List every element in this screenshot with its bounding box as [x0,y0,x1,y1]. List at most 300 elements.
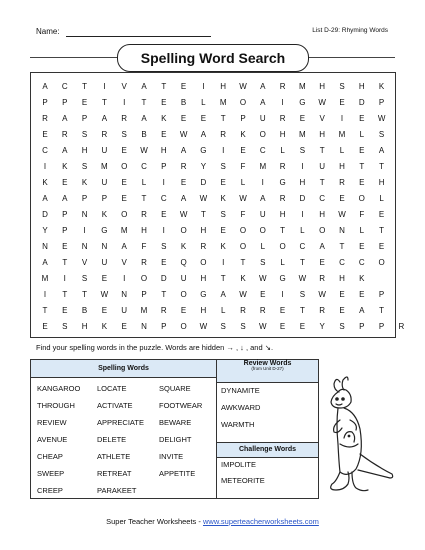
grid-letter[interactable]: A [101,114,108,123]
grid-letter[interactable]: T [62,290,68,299]
grid-letter[interactable]: I [340,114,344,123]
grid-letter[interactable]: S [299,290,306,299]
grid-letter[interactable]: E [279,322,286,331]
grid-letter[interactable]: P [161,162,167,171]
grid-letter[interactable]: W [179,210,188,219]
grid-letter[interactable]: L [300,226,305,235]
grid-letter[interactable]: I [222,146,225,155]
grid-letter[interactable]: L [280,146,285,155]
grid-letter[interactable]: O [259,130,266,139]
grid-letter[interactable]: R [121,114,128,123]
grid-letter[interactable]: W [239,82,247,91]
grid-letter[interactable]: E [101,274,108,283]
grid-letter[interactable]: S [121,130,127,139]
grid-letter[interactable]: T [359,162,365,171]
grid-letter[interactable]: T [82,290,88,299]
grid-letter[interactable]: P [62,210,68,219]
grid-letter[interactable]: F [240,210,246,219]
grid-letter[interactable]: K [101,322,108,331]
grid-letter[interactable]: K [81,178,88,187]
grid-letter[interactable]: Y [200,162,207,171]
grid-letter[interactable]: V [319,114,325,123]
grid-letter[interactable]: U [101,258,108,267]
grid-letter[interactable]: E [378,242,385,251]
grid-letter[interactable]: O [180,226,187,235]
grid-letter[interactable]: E [299,114,306,123]
grid-letter[interactable]: E [260,290,266,299]
grid-letter[interactable]: Y [319,322,325,331]
grid-letter[interactable]: E [319,258,325,267]
grid-letter[interactable]: A [200,130,207,139]
grid-letter[interactable]: N [81,210,88,219]
grid-letter[interactable]: P [161,322,167,331]
grid-letter[interactable]: S [220,322,226,331]
grid-letter[interactable]: C [339,258,345,267]
grid-letter[interactable]: I [63,274,66,283]
grid-letter[interactable]: M [259,162,267,171]
grid-letter[interactable]: L [141,178,147,187]
grid-letter[interactable]: H [200,306,207,315]
grid-letter[interactable]: O [319,226,326,235]
grid-letter[interactable]: O [239,98,247,107]
grid-letter[interactable]: O [180,290,187,299]
grid-letter[interactable]: V [81,258,88,267]
grid-letter[interactable]: E [161,130,167,139]
grid-letter[interactable]: N [101,242,108,251]
grid-letter[interactable]: E [161,210,167,219]
grid-letter[interactable]: W [318,98,326,107]
grid-letter[interactable]: W [318,290,326,299]
grid-letter[interactable]: O [200,258,207,267]
grid-letter[interactable]: V [121,82,127,91]
grid-letter[interactable]: S [62,322,68,331]
grid-letter[interactable]: E [42,322,48,331]
grid-letter[interactable]: G [279,178,286,187]
grid-letter[interactable]: E [180,306,187,315]
grid-letter[interactable]: T [299,258,305,267]
grid-letter[interactable]: E [339,290,345,299]
grid-letter[interactable]: L [379,194,384,203]
grid-letter[interactable]: F [240,162,246,171]
grid-letter[interactable]: S [220,210,226,219]
grid-letter[interactable]: H [279,130,286,139]
grid-letter[interactable]: Y [42,226,48,235]
footer [0,517,425,526]
grid-letter[interactable]: E [121,178,127,187]
grid-letter[interactable]: E [339,306,345,315]
grid-letter[interactable]: H [319,82,326,91]
grid-letter[interactable]: I [103,82,106,91]
grid-letter[interactable]: O [259,226,266,235]
grid-letter[interactable]: M [120,226,128,235]
grid-letter[interactable]: T [101,98,107,107]
footer-link[interactable]: www.superteacherworksheets.com [202,517,319,526]
grid-letter[interactable]: L [201,98,206,107]
grid-letter[interactable]: E [220,178,226,187]
spelling-word: CHEAP [37,452,63,461]
grid-letter[interactable]: O [279,242,286,251]
grid-letter[interactable]: H [378,178,385,187]
grid-letter[interactable]: C [42,146,48,155]
grid-letter[interactable]: A [260,194,266,203]
grid-letter[interactable]: H [339,162,345,171]
grid-letter[interactable]: S [339,322,345,331]
grid-letter[interactable]: T [200,210,206,219]
grid-letter[interactable]: U [259,114,266,123]
grid-letter[interactable]: P [101,194,108,203]
grid-letter[interactable]: R [339,178,345,187]
grid-letter[interactable]: H [200,274,207,283]
grid-letter[interactable]: A [180,194,187,203]
grid-letter[interactable]: H [299,178,306,187]
grid-letter[interactable]: H [81,322,88,331]
grid-letter[interactable]: C [61,82,68,91]
review-words-title: Review Words [243,360,292,367]
grid-letter[interactable]: E [180,178,187,187]
grid-letter[interactable]: N [121,290,128,299]
grid-letter[interactable]: O [121,162,128,171]
grid-letter[interactable]: B [180,98,187,107]
grid-letter[interactable]: W [199,322,208,331]
grid-letter[interactable]: E [220,226,226,235]
grid-letter[interactable]: A [62,114,68,123]
grid-letter[interactable]: L [359,130,365,139]
grid-letter[interactable]: A [62,194,68,203]
grid-letter[interactable]: A [180,146,187,155]
grid-letter[interactable]: I [162,226,165,235]
grid-letter[interactable]: E [339,194,345,203]
grid-letter[interactable]: I [43,290,47,299]
grid-letter[interactable]: O [180,322,187,331]
grid-letter[interactable]: S [81,274,88,283]
grid-letter[interactable]: A [42,258,48,267]
grid-letter[interactable]: D [200,178,207,187]
grid-letter[interactable]: E [62,306,68,315]
grid-letter[interactable]: H [160,146,167,155]
grid-letter[interactable]: S [299,146,306,155]
grid-letter[interactable]: T [379,226,385,235]
grid-letter[interactable]: E [180,114,187,123]
grid-letter[interactable]: G [200,146,207,155]
grid-letter[interactable]: E [299,322,306,331]
spelling-word: ATHLETE [97,452,131,461]
grid-letter[interactable]: B [141,130,147,139]
grid-letter[interactable]: W [239,194,247,203]
grid-letter[interactable]: R [160,306,167,315]
grid-letter[interactable]: T [82,82,88,91]
grid-letter[interactable]: H [358,82,365,91]
grid-letter[interactable]: D [299,194,306,203]
grid-letter[interactable]: U [319,162,326,171]
grid-letter[interactable]: H [339,274,345,283]
grid-letter[interactable]: E [121,322,127,331]
grid-letter[interactable]: K [220,242,226,251]
grid-letter[interactable]: S [240,322,246,331]
grid-letter[interactable]: A [62,146,68,155]
grid-letter[interactable]: P [378,322,385,331]
grid-letter[interactable]: M [41,274,49,283]
spelling-word: THROUGH [37,401,75,410]
grid-letter[interactable]: D [358,98,365,107]
grid-letter[interactable]: E [200,114,207,123]
grid-letter[interactable]: C [358,258,365,267]
grid-letter[interactable]: I [222,258,225,267]
grid-letter[interactable]: E [378,210,385,219]
grid-letter[interactable]: A [42,82,48,91]
grid-letter[interactable]: M [338,130,346,139]
grid-letter[interactable]: P [359,322,365,331]
grid-letter[interactable]: R [279,194,286,203]
grid-letter[interactable]: M [219,98,227,107]
grid-letter[interactable]: I [123,274,126,283]
grid-letter[interactable]: F [141,242,147,251]
grid-letter[interactable]: N [42,242,48,251]
grid-letter[interactable]: K [378,82,385,91]
grid-letter[interactable]: E [101,306,108,315]
grid-letter[interactable]: I [83,226,86,235]
grid-letter[interactable]: E [62,178,68,187]
grid-letter[interactable]: I [281,98,284,107]
grid-letter[interactable]: L [339,146,345,155]
grid-letter[interactable]: O [378,258,385,267]
grid-letter[interactable]: K [101,210,108,219]
grid-letter[interactable]: D [42,210,48,219]
grid-letter[interactable]: L [280,258,285,267]
grid-letter[interactable]: K [161,114,167,123]
grid-letter[interactable]: R [240,306,246,315]
grid-letter[interactable]: N [141,322,147,331]
grid-letter[interactable]: M [140,306,148,315]
grid-letter[interactable]: T [62,258,68,267]
grid-letter[interactable]: O [140,274,148,283]
grid-letter[interactable]: N [339,226,345,235]
grid-letter[interactable]: E [62,242,68,251]
grid-letter[interactable]: T [141,194,147,203]
grid-letter[interactable]: A [141,82,147,91]
grid-letter[interactable]: T [240,258,246,267]
spelling-word: PARAKEET [97,486,137,495]
grid-letter[interactable]: R [279,114,286,123]
grid-letter[interactable]: E [359,178,365,187]
grid-letter[interactable]: R [141,210,147,219]
grid-letter[interactable]: G [101,226,108,235]
grid-letter[interactable]: E [121,146,127,155]
grid-letter[interactable]: U [180,274,187,283]
grid-letter[interactable]: H [81,146,88,155]
grid-letter[interactable]: T [299,306,305,315]
grid-letter[interactable]: H [279,210,286,219]
grid-letter[interactable]: S [378,130,385,139]
grid-letter[interactable]: R [398,322,405,331]
grid-letter[interactable]: P [240,114,246,123]
grid-letter[interactable]: W [259,322,267,331]
grid-letter[interactable]: I [301,162,304,171]
grid-letter[interactable]: A [359,306,365,315]
grid-letter[interactable]: E [359,114,365,123]
grid-letter[interactable]: H [220,82,227,91]
grid-letter[interactable]: F [359,210,365,219]
grid-letter[interactable]: A [260,82,266,91]
grid-letter[interactable]: E [359,242,365,251]
grid-letter[interactable]: P [141,290,147,299]
spelling-word: SQUARE [159,384,191,393]
grid-letter[interactable]: P [81,194,88,203]
grid-letter[interactable]: I [43,162,47,171]
grid-letter[interactable]: O [239,242,247,251]
grid-letter[interactable]: W [259,274,267,283]
grid-letter[interactable]: A [319,242,325,251]
name-field-line[interactable] [66,36,211,37]
grid-letter[interactable]: U [101,146,108,155]
grid-letter[interactable]: S [220,162,226,171]
grid-letter[interactable]: U [121,306,128,315]
grid-letter[interactable]: P [378,290,385,299]
grid-letter[interactable]: I [261,178,264,187]
grid-letter[interactable]: B [81,306,88,315]
grid-letter[interactable]: O [121,210,128,219]
grid-letter[interactable]: R [42,114,48,123]
grid-letter[interactable]: C [160,194,167,203]
grid-letter[interactable]: A [260,98,266,107]
grid-letter[interactable]: E [240,146,246,155]
spelling-word: INVITE [159,452,184,461]
grid-letter[interactable]: W [140,146,148,155]
grid-letter[interactable]: P [81,114,88,123]
grid-letter[interactable]: W [377,114,386,123]
grid-letter[interactable]: T [379,162,385,171]
grid-letter[interactable]: E [339,98,345,107]
spelling-word: FOOTWEAR [159,401,203,410]
grid-letter[interactable]: K [359,274,365,283]
grid-letter[interactable]: Q [180,258,187,267]
grid-letter[interactable]: W [338,210,346,219]
grid-letter[interactable]: T [42,306,48,315]
grid-letter[interactable]: R [141,258,147,267]
grid-letter[interactable]: D [160,274,167,283]
grid-letter[interactable]: V [121,258,127,267]
grid-letter[interactable]: M [299,130,306,139]
grid-letter[interactable]: S [260,258,266,267]
grid-letter[interactable]: I [202,82,205,91]
grid-letter[interactable]: T [379,306,385,315]
grid-letter[interactable]: E [161,258,167,267]
grid-letter[interactable]: R [279,82,286,91]
grid-letter[interactable]: T [280,226,286,235]
grid-letter[interactable]: W [239,290,247,299]
grid-letter[interactable]: K [240,130,246,139]
grid-letter[interactable]: R [220,130,227,139]
grid-letter[interactable]: R [319,306,326,315]
grid-letter[interactable]: N [81,242,88,251]
grid-letter[interactable]: S [81,162,88,171]
grid-letter[interactable]: K [240,274,246,283]
grid-letter[interactable]: K [180,242,187,251]
grid-letter[interactable]: E [161,98,167,107]
grid-letter[interactable]: M [101,162,108,171]
grid-letter[interactable]: C [141,162,147,171]
grid-letter[interactable]: I [123,98,126,107]
grid-letter[interactable]: P [62,98,68,107]
grid-letter[interactable]: C [259,146,266,155]
grid-letter[interactable]: I [301,210,304,219]
grid-letter[interactable]: A [220,290,226,299]
grid-letter[interactable]: R [319,274,326,283]
grid-letter[interactable]: L [220,306,226,315]
spelling-word: KANGAROO [37,384,81,393]
grid-letter[interactable]: M [299,82,306,91]
grid-letter[interactable]: I [162,178,165,187]
grid-letter[interactable]: C [319,194,326,203]
grid-letter[interactable]: L [359,226,365,235]
grid-letter[interactable]: T [161,290,167,299]
grid-letter[interactable]: E [359,290,365,299]
grid-letter[interactable]: L [260,242,266,251]
grid-letter[interactable]: E [81,98,88,107]
grid-letter[interactable]: R [101,130,108,139]
grid-letter[interactable]: H [141,226,147,235]
grid-letter[interactable]: E [180,82,187,91]
grid-letter[interactable]: H [319,210,326,219]
grid-letter[interactable]: T [141,98,147,107]
grid-letter[interactable]: T [220,114,226,123]
grid-letter[interactable]: U [259,210,266,219]
grid-letter[interactable]: K [42,178,48,187]
grid-letter[interactable]: W [100,290,109,299]
grid-letter[interactable]: R [259,306,266,315]
grid-letter[interactable]: S [339,82,345,91]
grid-letter[interactable]: P [378,98,385,107]
grid-letter[interactable]: O [239,226,247,235]
grid-letter[interactable]: R [200,242,207,251]
grid-letter[interactable]: H [319,130,326,139]
grid-letter[interactable]: I [281,290,284,299]
grid-letter[interactable]: P [62,226,68,235]
grid-letter[interactable]: T [339,242,345,251]
grid-letter[interactable]: C [299,242,306,251]
grid-letter[interactable]: A [121,242,127,251]
grid-letter[interactable]: R [180,162,187,171]
grid-letter[interactable]: E [359,146,365,155]
grid-letter[interactable]: E [121,194,127,203]
grid-letter[interactable]: W [179,130,188,139]
grid-letter[interactable]: A [378,146,385,155]
grid-letter[interactable]: A [141,114,147,123]
grid-letter[interactable]: K [62,162,68,171]
grid-letter[interactable]: K [220,194,226,203]
grid-letter[interactable]: G [299,98,306,107]
grid-letter[interactable]: U [101,178,108,187]
grid-letter[interactable]: L [240,178,246,187]
grid-letter[interactable]: T [319,146,325,155]
grid-letter[interactable]: R [279,162,286,171]
grid-letter[interactable]: A [42,194,48,203]
grid-letter[interactable]: T [319,178,325,187]
grid-letter[interactable]: O [358,194,365,203]
grid-letter[interactable]: R [61,130,68,139]
grid-letter[interactable]: E [42,130,48,139]
grid-letter[interactable]: G [279,274,286,283]
grid-letter[interactable]: S [81,130,88,139]
grid-letter[interactable]: P [42,98,48,107]
grid-letter[interactable]: W [298,274,307,283]
grid-letter[interactable]: G [200,290,207,299]
grid-letter[interactable]: T [161,82,167,91]
grid-letter[interactable]: T [220,274,226,283]
grid-letter[interactable]: E [279,306,286,315]
grid-letter[interactable]: W [199,194,208,203]
grid-letter[interactable]: H [200,226,207,235]
grid-letter[interactable]: S [161,242,167,251]
